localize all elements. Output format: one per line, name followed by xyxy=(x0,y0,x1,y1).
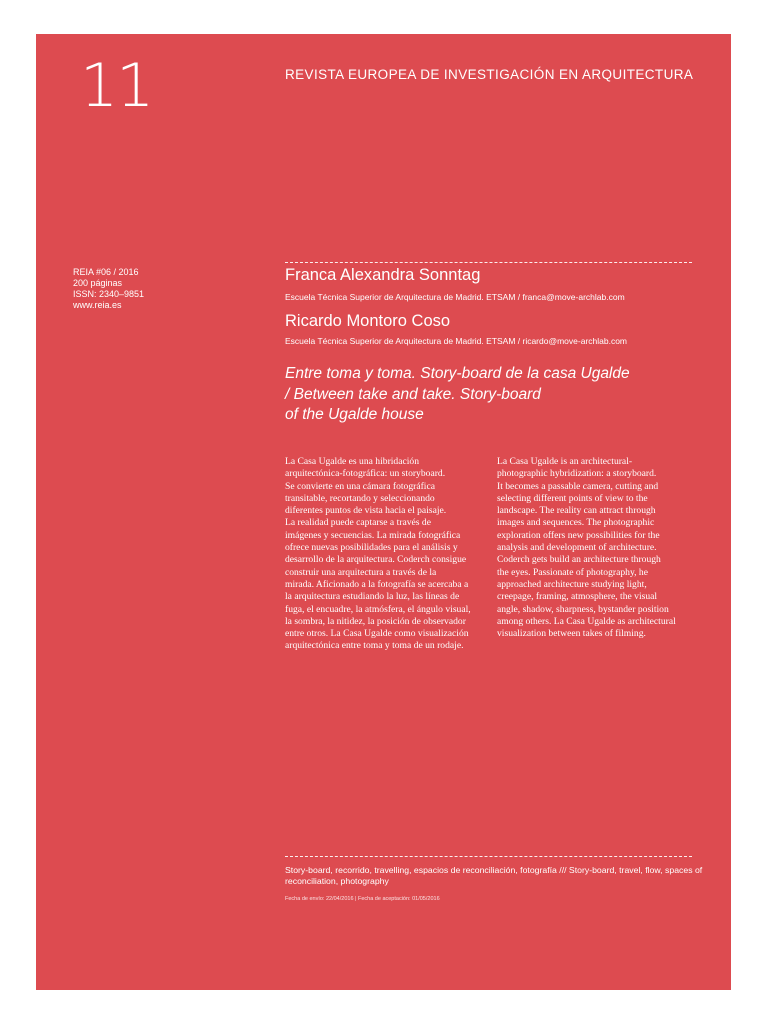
article-cover-page xyxy=(36,34,731,990)
meta-pages: 200 páginas xyxy=(73,278,123,288)
author-affiliation-2: Escuela Técnica Superior de Arquitectura de Madrid. ETSAM / ricardo@move-archlab.com xyxy=(285,336,628,346)
abstract-spanish: La Casa Ugalde es una hibridación arquitectónica-fotográfica: un storyboard. Se convierte en una cámara fotográfica transitable, recortando y seleccionando diferentes puntos de vista hacia el paisaje. La realidad puede captarse a través de imágenes y secuencias. La mirada fotográfica ofrece nuevas posibilidades para el análisis y desarrollo de la arquitectura. Coderch consigue construir una arquitectura a través de la mirada. Aficionado a la fotografía se acercaba a la arquitectura estudiando la luz, las líneas de fuga, el encuadre, la atmósfera, el ángulo visual, la sombra, la nitidez, la posición de observador entre otros. La Casa Ugalde como visualización arquitectónica entre toma y toma de un rodaje. xyxy=(285,456,471,652)
article-title xyxy=(285,364,705,426)
meta-issn: ISSN: 2340–9851 xyxy=(73,289,145,299)
author-name-1: Franca Alexandra Sonntag xyxy=(285,266,481,284)
dashed-divider-top xyxy=(285,262,692,263)
keywords: Story-board, recorrido, travelling, espacios de reconciliación, fotografía /// Story-board, travel, flow, spaces of reconciliation, photography xyxy=(285,865,703,886)
title-line-3: of the Ugalde house xyxy=(285,406,424,423)
title-line-2: / Between take and take. Story-board xyxy=(285,385,541,403)
submission-dates: Fecha de envío: 22/04/2016 | Fecha de aceptación: 01/05/2016 xyxy=(285,896,440,902)
author-name-2: Ricardo Montoro Coso xyxy=(285,312,451,330)
dashed-divider-bottom xyxy=(285,856,692,857)
author-affiliation-1: Escuela Técnica Superior de Arquitectura de Madrid. ETSAM / franca@move-archlab.com xyxy=(285,292,625,302)
meta-website: www.reia.es xyxy=(73,300,122,310)
abstract-english: La Casa Ugalde is an architectural- photographic hybridization: a storyboard. It becomes a passable camera, cutting and selecting different points of view to the landscape. The reality can attract through images and sequences. The photographic exploration offers new possibilities for the analysis and development of architecture. Coderch gets build an architecture through the eyes. Passionate of photography, he approached architecture studying light, creepage, framing, atmosphere, the visual angle, shadow, sharpness, bystander position among others. La Casa Ugalde as architectural visualization between takes of filming. xyxy=(497,456,676,640)
issue-number: 11 xyxy=(80,51,153,121)
title-line-1: Entre toma y toma. Story-board de la casa Ugalde xyxy=(285,365,630,382)
journal-title: REVISTA EUROPEA DE INVESTIGACIÓN EN ARQUITECTURA xyxy=(285,67,694,82)
publication-meta xyxy=(73,267,144,311)
meta-issue: REIA #06 / 2016 xyxy=(73,267,139,277)
